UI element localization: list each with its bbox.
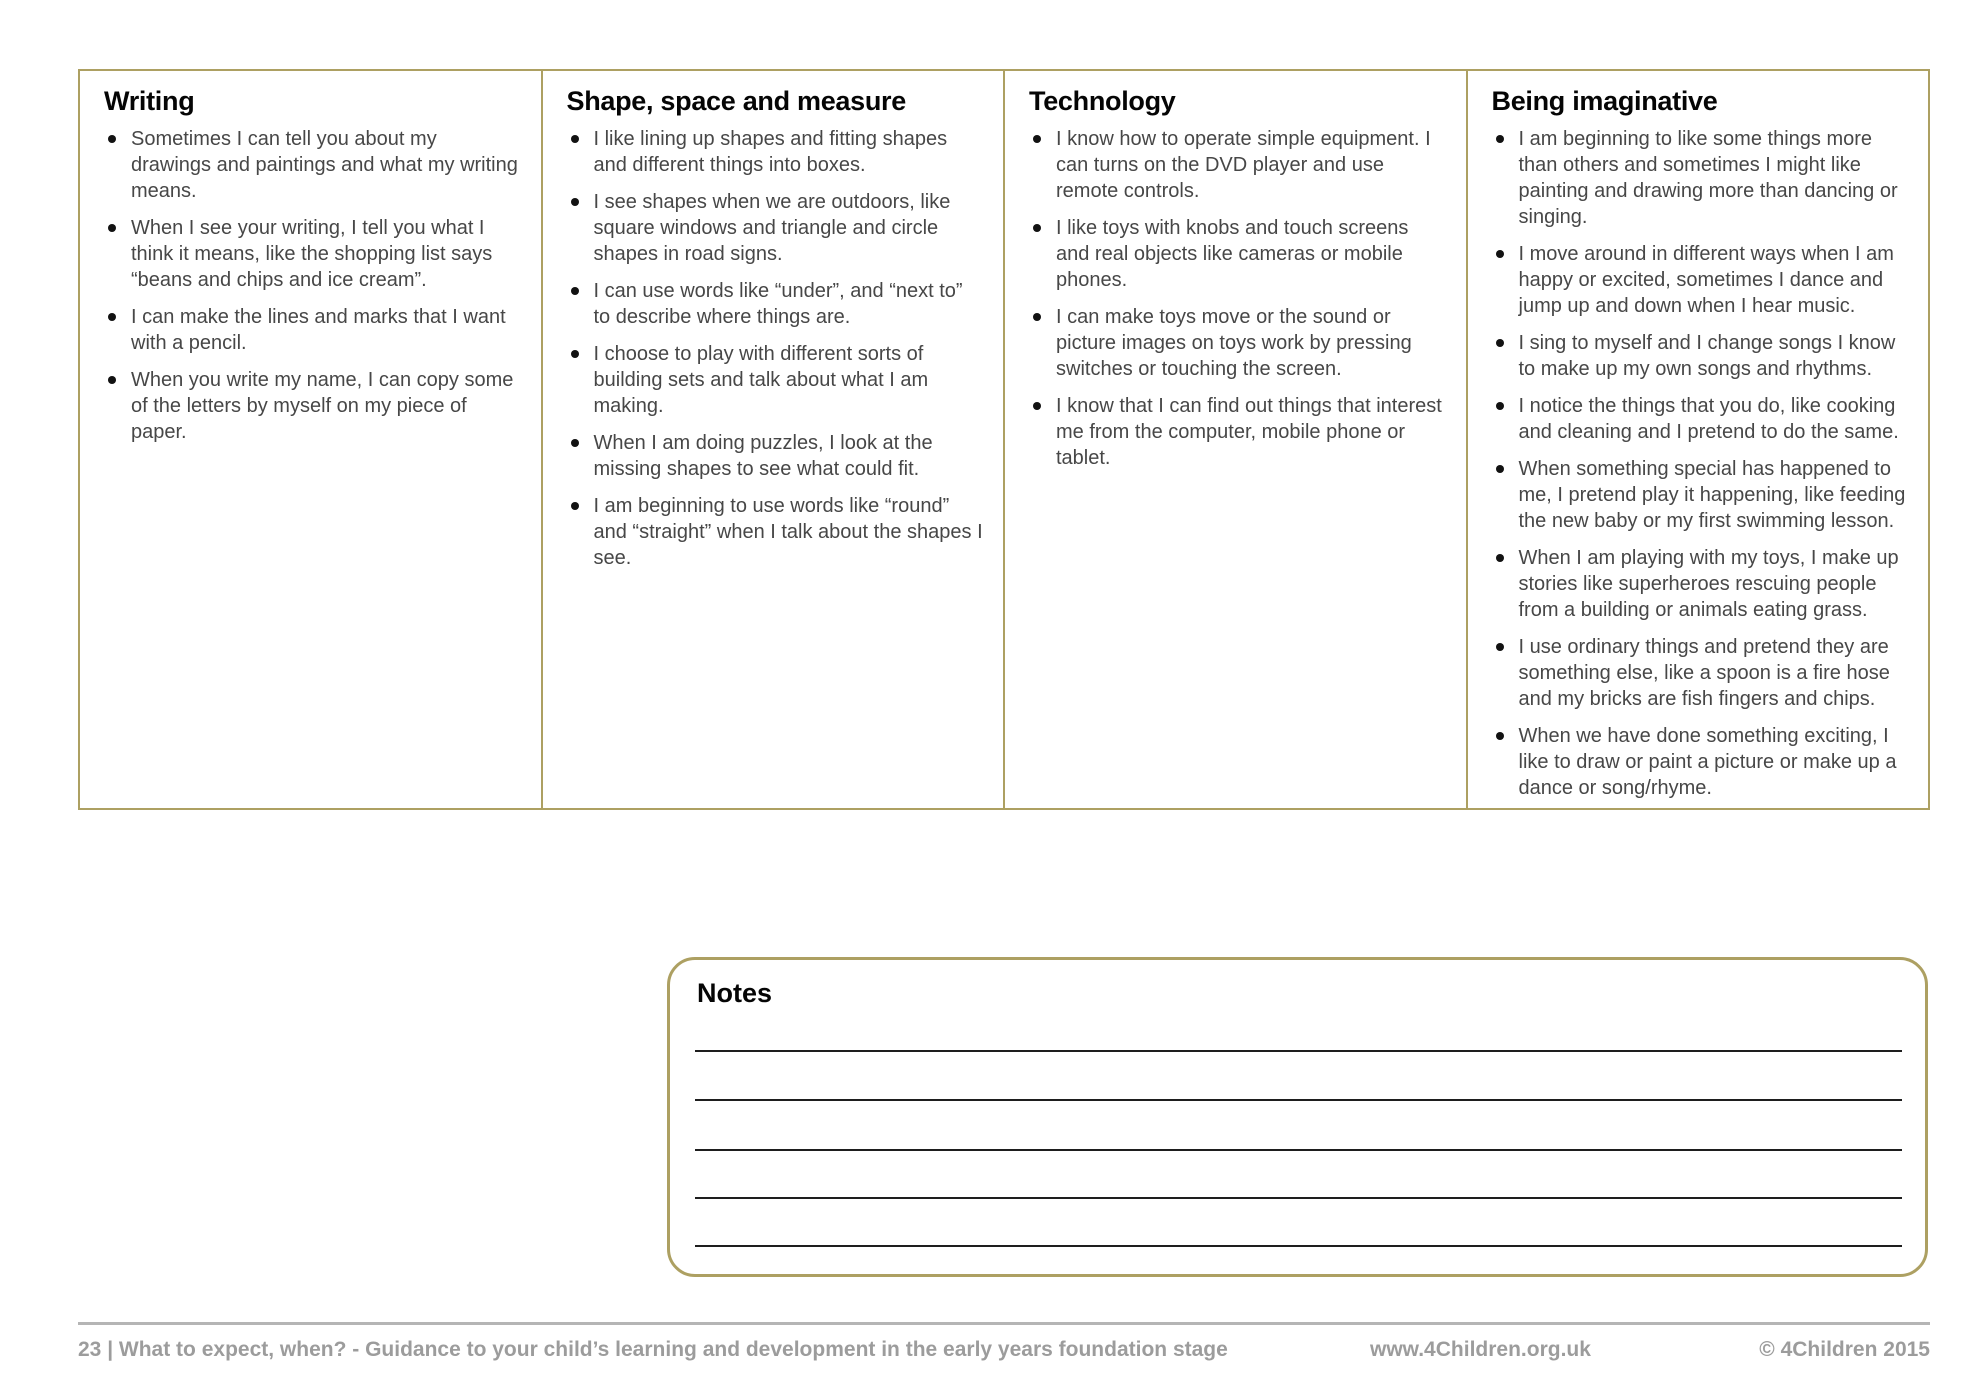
list-item: [1492, 330, 1909, 382]
list-item-text: I am beginning to like some things more than others and sometimes I might like painting and drawing more than dancing or singing.: [1518, 128, 1898, 228]
bullet-icon: [1033, 402, 1041, 410]
bullet-icon: [1033, 313, 1041, 321]
list-item: [104, 304, 521, 356]
list-item-text: I notice the things that you do, like cooking and cleaning and I pretend to do the same.: [1518, 395, 1899, 443]
list-item: [1492, 545, 1909, 623]
footer-page-title: 23 | What to expect, when? - Guidance to your child’s learning and development in the early years foundation stage: [78, 1338, 1228, 1361]
bullet-icon: [108, 376, 116, 384]
bullet-icon: [571, 287, 579, 295]
list-item-text: I can use words like “under”, and “next to” to describe where things are.: [593, 280, 963, 328]
list-item-text: I know that I can find out things that interest me from the computer, mobile phone or tablet.: [1056, 395, 1442, 469]
list-item-text: I see shapes when we are outdoors, like square windows and triangle and circle shapes in road signs.: [593, 191, 951, 265]
list-item: [1029, 393, 1446, 471]
list-item-text: I know how to operate simple equipment. I can turns on the DVD player and use remote controls.: [1056, 128, 1431, 202]
list-item-text: Sometimes I can tell you about my drawings and paintings and what my writing means.: [131, 128, 518, 202]
bullet-icon: [1496, 250, 1504, 258]
list-item: [567, 278, 984, 330]
list-item-text: I can make toys move or the sound or picture images on toys work by pressing switches or touching the screen.: [1056, 306, 1412, 380]
bullet-icon: [108, 313, 116, 321]
list-item: [567, 126, 984, 178]
bullet-icon: [571, 502, 579, 510]
list-item-text: I am beginning to use words like “round” and “straight” when I talk about the shapes I see.: [593, 495, 983, 569]
list-item-text: When I see your writing, I tell you what I think it means, like the shopping list says “beans and chips and ice cream”.: [131, 217, 493, 291]
list-item-text: When we have done something exciting, I like to draw or paint a picture or make up a dance or song/rhyme.: [1518, 725, 1897, 799]
ruled-line: [695, 1197, 1902, 1199]
list-item: [567, 189, 984, 267]
list-item: [1029, 126, 1446, 204]
list-item-text: When something special has happened to me, I pretend play it happening, like feeding the new baby or my first swimming lesson.: [1518, 458, 1906, 532]
bullet-icon: [1496, 339, 1504, 347]
list-item: [104, 126, 521, 204]
column-technology: [1003, 71, 1466, 808]
bullet-icon: [571, 198, 579, 206]
bullet-icon: [108, 135, 116, 143]
bullet-icon: [571, 439, 579, 447]
list-item-text: I like lining up shapes and fitting shapes and different things into boxes.: [593, 128, 948, 176]
bullet-list: [104, 126, 521, 445]
notes-title: Notes: [697, 978, 773, 1008]
column-being-imaginative: [1466, 71, 1929, 808]
footer-website: www.4Children.org.uk: [1370, 1338, 1591, 1361]
bullet-list: [567, 126, 984, 571]
bullet-icon: [1496, 135, 1504, 143]
list-item-text: I move around in different ways when I am happy or excited, sometimes I dance and jump up and down when I hear music.: [1518, 243, 1894, 317]
list-item-text: When you write my name, I can copy some of the letters by myself on my piece of paper.: [131, 369, 514, 443]
bullet-icon: [108, 224, 116, 232]
ruled-line: [695, 1050, 1902, 1052]
list-item: [1492, 126, 1909, 230]
list-item: [1492, 634, 1909, 712]
column-title: Shape, space and measure: [566, 86, 906, 116]
list-item: [104, 215, 521, 293]
list-item: [1492, 723, 1909, 801]
column-title: Writing: [104, 86, 195, 116]
bullet-icon: [571, 350, 579, 358]
ruled-line: [695, 1099, 1902, 1101]
list-item-text: I choose to play with different sorts of building sets and talk about what I am making.: [593, 343, 929, 417]
list-item-text: I use ordinary things and pretend they are something else, like a spoon is a fire hose and my bricks are fish fingers and chips.: [1518, 636, 1890, 710]
column-title: Being imaginative: [1491, 86, 1718, 116]
list-item: [1492, 241, 1909, 319]
list-item: [1492, 393, 1909, 445]
list-item: [1492, 456, 1909, 534]
list-item: [1029, 215, 1446, 293]
bullet-list: [1029, 126, 1446, 471]
bullet-icon: [1033, 224, 1041, 232]
list-item: [567, 430, 984, 482]
list-item: [1029, 304, 1446, 382]
list-item-text: I can make the lines and marks that I want with a pencil.: [131, 306, 506, 354]
column-title: Technology: [1029, 86, 1176, 116]
learning-areas-table: [78, 69, 1930, 810]
list-item: [567, 493, 984, 571]
bullet-icon: [1496, 643, 1504, 651]
ruled-line: [695, 1245, 1902, 1247]
footer-divider: [78, 1322, 1930, 1325]
notes-box: [667, 957, 1928, 1277]
bullet-icon: [1496, 402, 1504, 410]
list-item-text: When I am doing puzzles, I look at the missing shapes to see what could fit.: [593, 432, 933, 480]
bullet-icon: [571, 135, 579, 143]
list-item-text: When I am playing with my toys, I make up stories like superheroes rescuing people from a building or animals eating grass.: [1518, 547, 1899, 621]
column-writing: [80, 71, 541, 808]
list-item: [567, 341, 984, 419]
footer-copyright: © 4Children 2015: [1759, 1338, 1930, 1361]
bullet-icon: [1496, 732, 1504, 740]
ruled-line: [695, 1149, 1902, 1151]
list-item: [104, 367, 521, 445]
bullet-icon: [1033, 135, 1041, 143]
bullet-icon: [1496, 554, 1504, 562]
list-item-text: I like toys with knobs and touch screens and real objects like cameras or mobile phones.: [1056, 217, 1409, 291]
bullet-icon: [1496, 465, 1504, 473]
column-shape-space-measure: [541, 71, 1004, 808]
bullet-list: [1492, 126, 1909, 801]
list-item-text: I sing to myself and I change songs I know to make up my own songs and rhythms.: [1518, 332, 1896, 380]
